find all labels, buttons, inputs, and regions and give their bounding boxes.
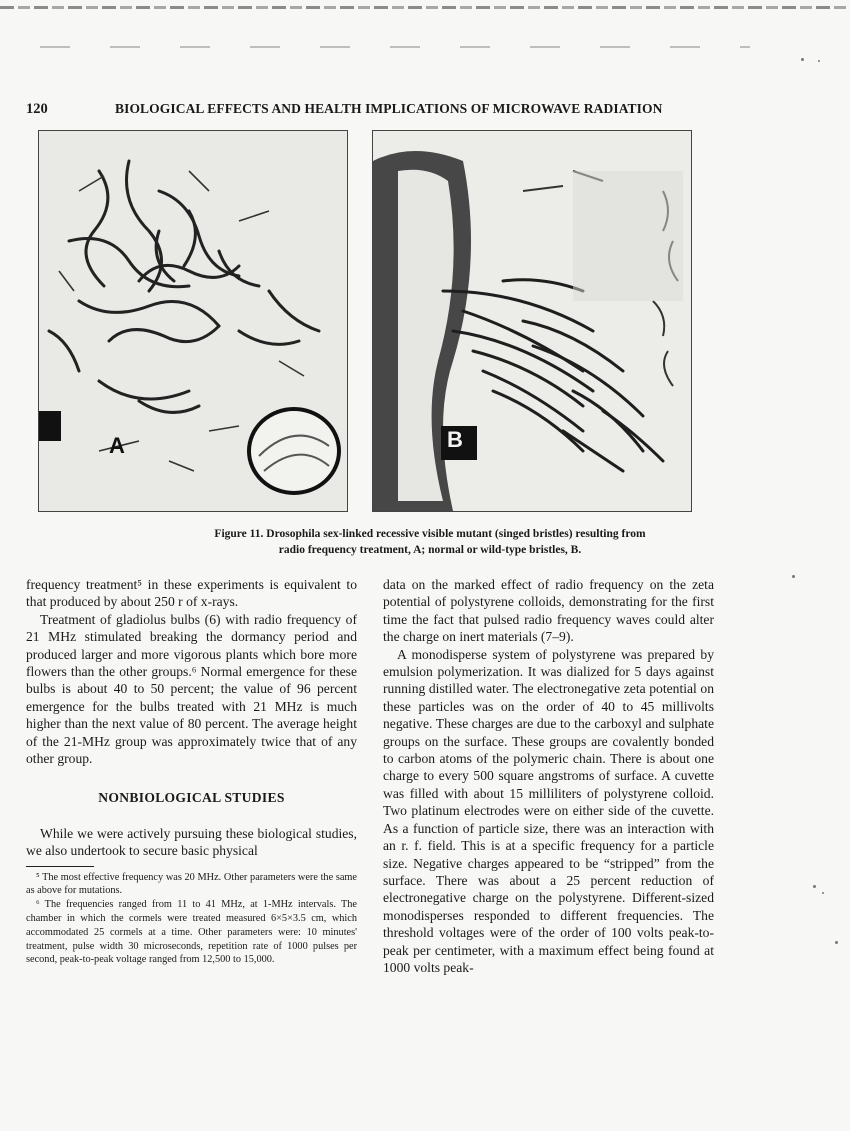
scan-speck [801,58,804,61]
figure-caption-line-2: radio frequency treatment, A; normal or wild-type bristles, B. [278,544,582,556]
paragraph: data on the marked effect of radio frequency on the zeta potential of polystyrene colloids, demonstrating for the first time the fact that pulsed radio frequency waves could alter the charge on inert materials (7–9). [383,577,714,645]
section-heading: NONBIOLOGICAL STUDIES [98,790,285,806]
paragraph: While we were actively pursuing these biological studies, we also undertook to secure basic physical [26,825,357,859]
left-column [26,576,357,967]
right-column [383,576,714,976]
footnote: ⁵ The most effective frequency was 20 MHz. Other parameters were the same as above for mutations. [26,871,357,897]
scan-speck [813,885,816,888]
figure-panel-a [38,130,348,512]
fly-bristles-singed-image [39,131,347,511]
fly-bristles-normal-image [373,131,691,511]
figure-caption-line-1: Figure 11. Drosophila sex-linked recessive visible mutant (singed bristles) resulting from [214,528,646,540]
paragraph: A monodisperse system of polystyrene was prepared by emulsion polymerization. It was dialized for 5 days against running distilled water. The electronegative zeta potential on these particles was on the order of 40 to 45 millivolts negative. These charges are due to the carboxyl and sulphate groups on the surface. These groups are covalently bonded to carbon atoms of the polymeric chain. There is about one charge to every 500 square angstroms of surface. A cuvette was filled with about 15 milliliters of polystyrene colloid. Two platinum electrodes were on either side of the cuvette. As a function of particle size, there was an interaction with an r. f. field. This is at a specific frequency for a particle size. Negative charges appeared to be “stripped” from the surface. There was about a 25 percent reduction of electronegative charge on the polystyrene. Different-sized monodisperses responded to different frequencies. The threshold voltages were of the order of 100 volts peak-to-peak per centimeter, with a maximum effect being found at 1000 volts peak- [383,646,714,975]
footnote: ⁶ The frequencies ranged from 11 to 41 MHz, at 1-MHz intervals. The chamber in which the cormels were treated measured 6×5×3.5 cm, which accommodated 25 cormels at a time. Other parameters were: 10 minutes' treatment, pulse width 30 microseconds, repetition rate of 1000 pulses per second, peak-to-peak voltage ranged from 12,500 to 15,000. [26,899,357,966]
scan-artifact-line [40,46,750,48]
scan-speck [792,575,795,578]
paragraph: frequency treatment⁵ in these experiments is equivalent to that produced by about 250 r of x-rays. [26,577,357,610]
running-head: BIOLOGICAL EFFECTS AND HEALTH IMPLICATIONS OF MICROWAVE RADIATION [115,101,663,116]
panel-b-label: B [447,427,463,452]
footnote-rule [26,866,94,867]
figure-panel-b [372,130,692,512]
page-number: 120 [26,101,48,117]
scan-speck [835,941,838,944]
paragraph: Treatment of gladiolus bulbs (6) with radio frequency of 21 MHz stimulated breaking the dormancy period and produced larger and more vigorous plants which bore more flowers than the other groups.⁶ Normal emergence for these bulbs is about 40 to 50 percent; the value of 96 percent emergence for the bulbs treated with 21 MHz is much higher than the next value of 80 percent. The average height of the 21-MHz group was approximately twice that of any other group. [26,611,357,767]
scan-speck [822,892,824,894]
scan-top-edge [0,6,850,9]
scan-speck [818,60,820,62]
panel-a-label: A [109,433,125,458]
